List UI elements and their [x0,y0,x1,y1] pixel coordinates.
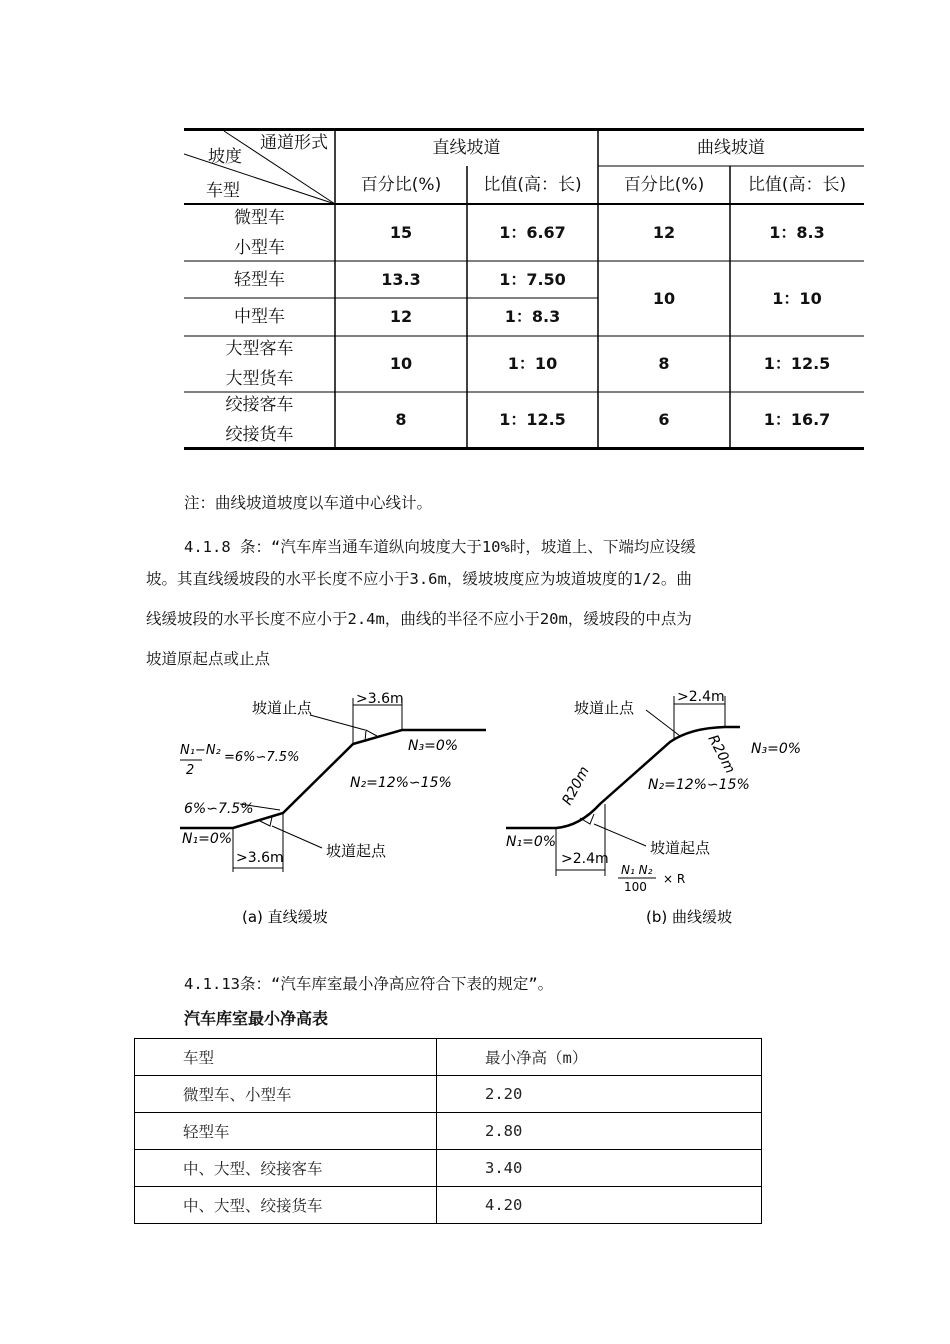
ramp-figure [180,680,820,940]
formula-numerator: N₁ N₂ [621,863,653,877]
curve-percent-merged: 10 [652,288,676,308]
vehicle-type: 中、大型、绞接客车 [135,1150,437,1187]
column-header: 最小净高（m） [437,1039,762,1076]
clearance-value: 2.80 [437,1113,762,1150]
clearance-value: 4.20 [437,1187,762,1224]
table-row [135,1150,762,1187]
n3-label: N₃=0% [408,738,459,754]
table-row [135,1076,762,1113]
straight-percent: 15 [389,222,413,242]
clearance-value: 2.20 [437,1076,762,1113]
clause-4-1-8-line: 线缓坡段的水平长度不应小于2.4m，曲线的半径不应小于20m，缓坡段的中点为 [146,610,692,628]
corner-header-bottom: 车型 [206,181,240,201]
clause-4-1-8-line: 4.1.8 条：“汽车库当通车道纵向坡度大于10%时，坡道上、下端均应设缓 [184,538,696,556]
radius-label-bottom: R20m [559,763,593,808]
vehicle-type: 大型客车 [225,339,294,359]
table-note: 注：曲线坡道坡度以车道中心线计。 [184,494,433,512]
group-header-curve: 曲线坡道 [697,138,765,158]
straight-ratio: 1：8.3 [504,307,561,326]
table-row [135,1113,762,1150]
diagram-straight-easement [180,691,486,926]
clause-4-1-8-line: 坡道原起点或止点 [146,650,271,668]
easement-slope-denominator: 2 [186,763,195,778]
table-header-row [135,1039,762,1076]
straight-ratio: 1：7.50 [499,269,566,289]
vehicle-type: 大型货车 [225,369,294,389]
n1-label: N₁=0% [506,834,557,850]
bottom-length-label: >3.6m [236,850,284,866]
straight-percent: 12 [389,307,413,326]
corner-header-middle: 坡度 [208,147,242,167]
curve-ratio: 1：12.5 [763,354,831,373]
formula-radius: × R [663,872,686,886]
straight-ratio: 1：6.67 [499,222,566,242]
column-header: 车型 [135,1039,437,1076]
caption-curved: (b) 曲线缓坡 [646,908,732,926]
sub-header: 百分比(%) [623,175,705,195]
n3-label: N₃=0% [751,741,802,757]
ramp-start-label: 坡道起点 [326,842,387,860]
sub-header: 百分比(%) [360,175,442,195]
curve-percent: 6 [658,410,670,429]
curve-percent: 12 [652,222,676,242]
n2-label: N₂=12%∽15% [648,777,750,793]
n2-label: N₂=12%∽15% [350,775,452,791]
easement-slope-label: 6%∽7.5% [184,801,254,817]
formula-denominator: 100 [624,880,647,894]
straight-percent: 8 [395,410,407,429]
vehicle-type: 微型车 [234,207,285,228]
vehicle-type: 轻型车 [135,1113,437,1150]
ramp-stop-label: 坡道止点 [574,699,635,717]
top-length-label: >3.6m [356,691,404,707]
straight-percent: 10 [389,354,413,373]
sub-header: 比值(高：长) [747,175,847,195]
caption-straight: (a) 直线缓坡 [242,908,328,926]
ramp-start-label: 坡道起点 [650,839,711,857]
vehicle-type: 轻型车 [234,269,285,290]
vehicle-type: 中型车 [234,307,285,327]
clause-4-1-13: 4.1.13条：“汽车库室最小净高应符合下表的规定”。 [184,975,554,993]
clearance-table [134,1038,762,1224]
curve-ratio-merged: 1：10 [772,288,822,308]
diagram-curved-easement [506,689,801,926]
curve-ratio: 1：16.7 [763,410,831,429]
vehicle-type: 微型车、小型车 [135,1076,437,1113]
vehicle-type: 绞接客车 [225,395,294,415]
ramp-stop-label: 坡道止点 [252,699,313,717]
straight-ratio: 1：12.5 [499,410,566,429]
radius-label-top: R20m [704,732,738,777]
clearance-value: 3.40 [437,1150,762,1187]
n1-label: N₁=0% [182,831,233,847]
vehicle-type-cell [184,392,335,448]
slope-table [184,128,864,448]
easement-slope-equation: =6%∽7.5% [224,750,300,765]
table-row [135,1187,762,1224]
easement-slope-numerator: N₁−N₂ [180,743,221,758]
straight-percent: 13.3 [381,269,421,289]
group-header-straight: 直线坡道 [432,138,501,158]
sub-header: 比值(高：长) [483,175,582,195]
vehicle-type: 中、大型、绞接货车 [135,1187,437,1224]
clause-4-1-8-line: 坡。其直线缓坡段的水平长度不应小于3.6m，缓坡坡度应为坡道坡度的1/2。曲 [146,570,692,588]
clearance-table-title: 汽车库室最小净高表 [184,1009,329,1028]
curve-ratio: 1：8.3 [769,222,825,242]
curve-percent: 8 [658,354,670,373]
vehicle-type: 小型车 [234,237,285,258]
top-length-label: >2.4m [677,689,725,705]
vehicle-type-cell [184,204,335,261]
corner-header-top: 通道形式 [260,133,328,153]
bottom-length-label: >2.4m [561,851,609,867]
vehicle-type-cell [184,336,335,392]
vehicle-type: 绞接货车 [225,425,294,445]
straight-ratio: 1：10 [507,354,558,373]
